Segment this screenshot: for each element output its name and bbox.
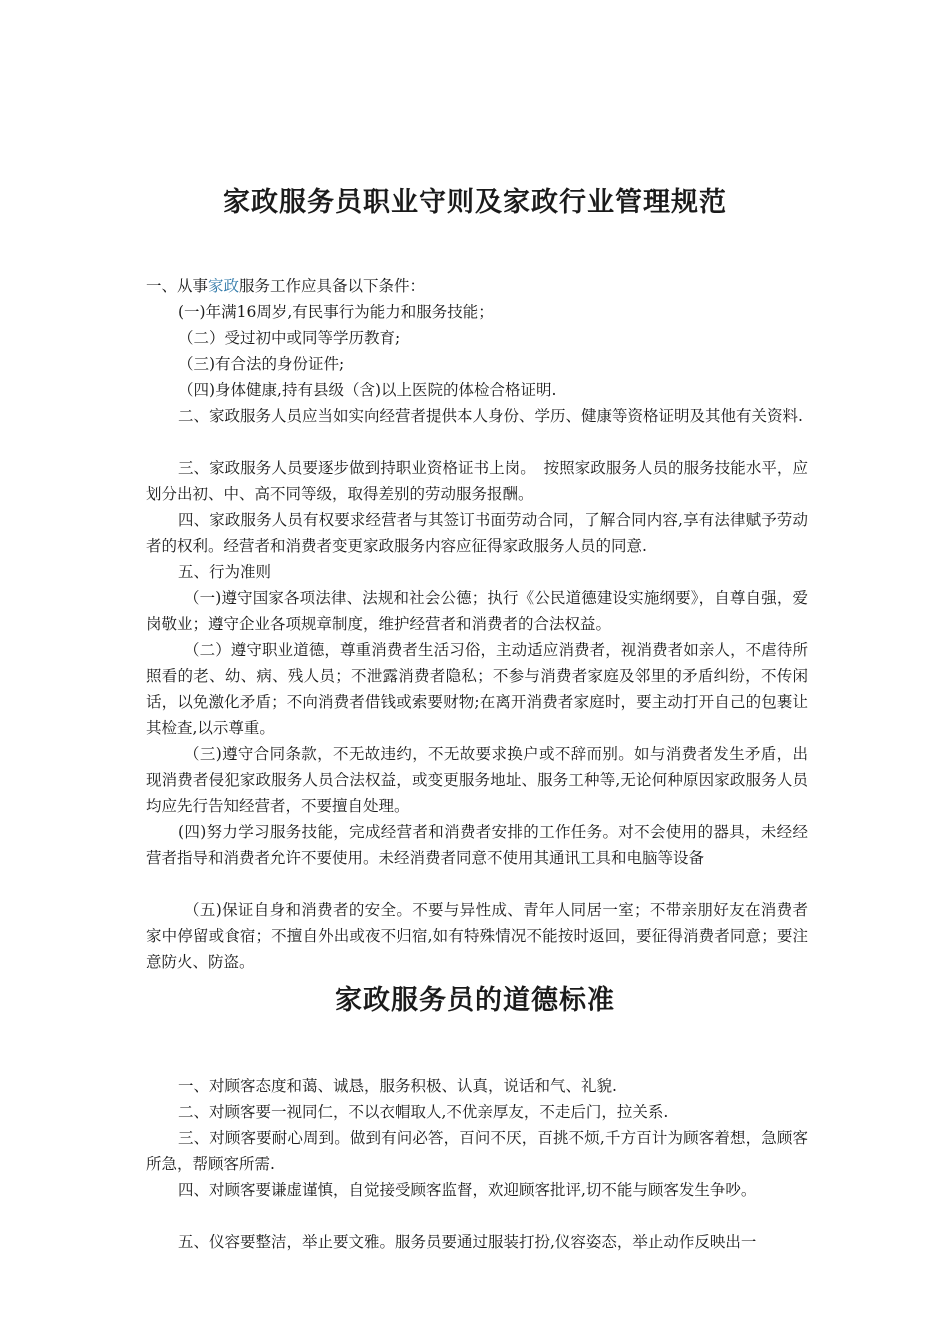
condition-item-4: （四)身体健康,持有县级（含)以上医院的体检合格证明. (178, 381, 557, 399)
section1-intro (146, 273, 808, 299)
ethics-item-5: 五、仪容要整洁，举止要文雅。服务员要通过服装打扮,仪容姿态，举止动作反映出一 (178, 1233, 757, 1251)
page-title: 家政服务员职业守则及家政行业管理规范 (223, 187, 727, 218)
condition-item-2: （二）受过初中或同等学历教育; (178, 329, 401, 347)
rule-4: (四)努力学习服务技能，完成经营者和消费者安排的工作任务。对不会使用的器具，未经经营者指导和消费者允许不要使用。未经消费者同意不使用其通讯工具和电脑等设备 (146, 823, 808, 867)
paragraph-2: 二、家政服务人员应当如实向经营者提供本人身份、学历、健康等资格证明及其他有关资料. (178, 407, 803, 425)
ethics-item-1: 一、对顾客态度和蔼、诚恳，服务积极、认真，说话和气、礼貌. (178, 1077, 617, 1095)
jiazheng-link[interactable]: 家政 (208, 277, 240, 295)
condition-item-3: （三)有合法的身份证件; (178, 355, 345, 373)
ethics-item-3: 三、对顾客要耐心周到。做到有问必答，百问不厌，百挑不烦,千方百计为顾客着想，急顾客所急，帮顾客所需. (146, 1129, 808, 1173)
rule-5: （五)保证自身和消费者的安全。不要与异性成、青年人同居一室；不带亲朋好友在消费者家中停留或食宿；不擅自外出或夜不归宿,如有特殊情况不能按时返回，要征得消费者同意；要注意防火、防盗。 (146, 901, 808, 971)
paragraph-4: 四、家政服务人员有权要求经营者与其签订书面劳动合同，了解合同内容,享有法律赋予劳动者的权利。经营者和消费者变更家政服务内容应征得家政服务人员的同意. (146, 511, 808, 555)
paragraph-3: 三、家政服务人员要逐步做到持职业资格证书上岗。 按照家政服务人员的服务技能水平，应划分出初、中、高不同等级，取得差别的劳动服务报酬。 (146, 459, 808, 503)
ethics-item-4: 四、对顾客要谦虚谨慎，自觉接受顾客监督，欢迎顾客批评,切不能与顾客发生争吵。 (178, 1181, 757, 1199)
intro-suffix: 服务工作应具备以下条件： (239, 277, 426, 295)
condition-item-1: (一)年满16周岁,有民事行为能力和服务技能； (178, 303, 494, 321)
section-title-ethics: 家政服务员的道德标准 (335, 985, 615, 1016)
rule-2: （二）遵守职业道德，尊重消费者生活习俗，主动适应消费者，视消费者如亲人，不虐待所照看的老、幼、病、残人员；不泄露消费者隐私；不参与消费者家庭及邻里的矛盾纠纷，不传闲话，以免激化矛盾；不向消费者借钱或索要财物;在离开消费者家庭时，要主动打开自己的包裹让其检查,以示尊重。 (146, 641, 808, 737)
intro-prefix: 一、从事 (146, 277, 209, 295)
ethics-item-2: 二、对顾客要一视同仁，不以衣帽取人,不优亲厚友，不走后门，拉关系. (178, 1103, 669, 1121)
rule-1: （一)遵守国家各项法律、法规和社会公德；执行《公民道德建设实施纲要》，自尊自强，爱岗敬业；遵守企业各项规章制度，维护经营者和消费者的合法权益。 (146, 589, 808, 633)
rule-3: （三)遵守合同条款，不无故违约，不无故要求换户或不辞而别。如与消费者发生矛盾，出现消费者侵犯家政服务人员合法权益，或变更服务地址、服务工种等,无论何种原因家政服务人员均应先行告知经营者，不要擅自处理。 (146, 745, 808, 815)
paragraph-5-heading: 五、行为准则 (178, 563, 272, 581)
